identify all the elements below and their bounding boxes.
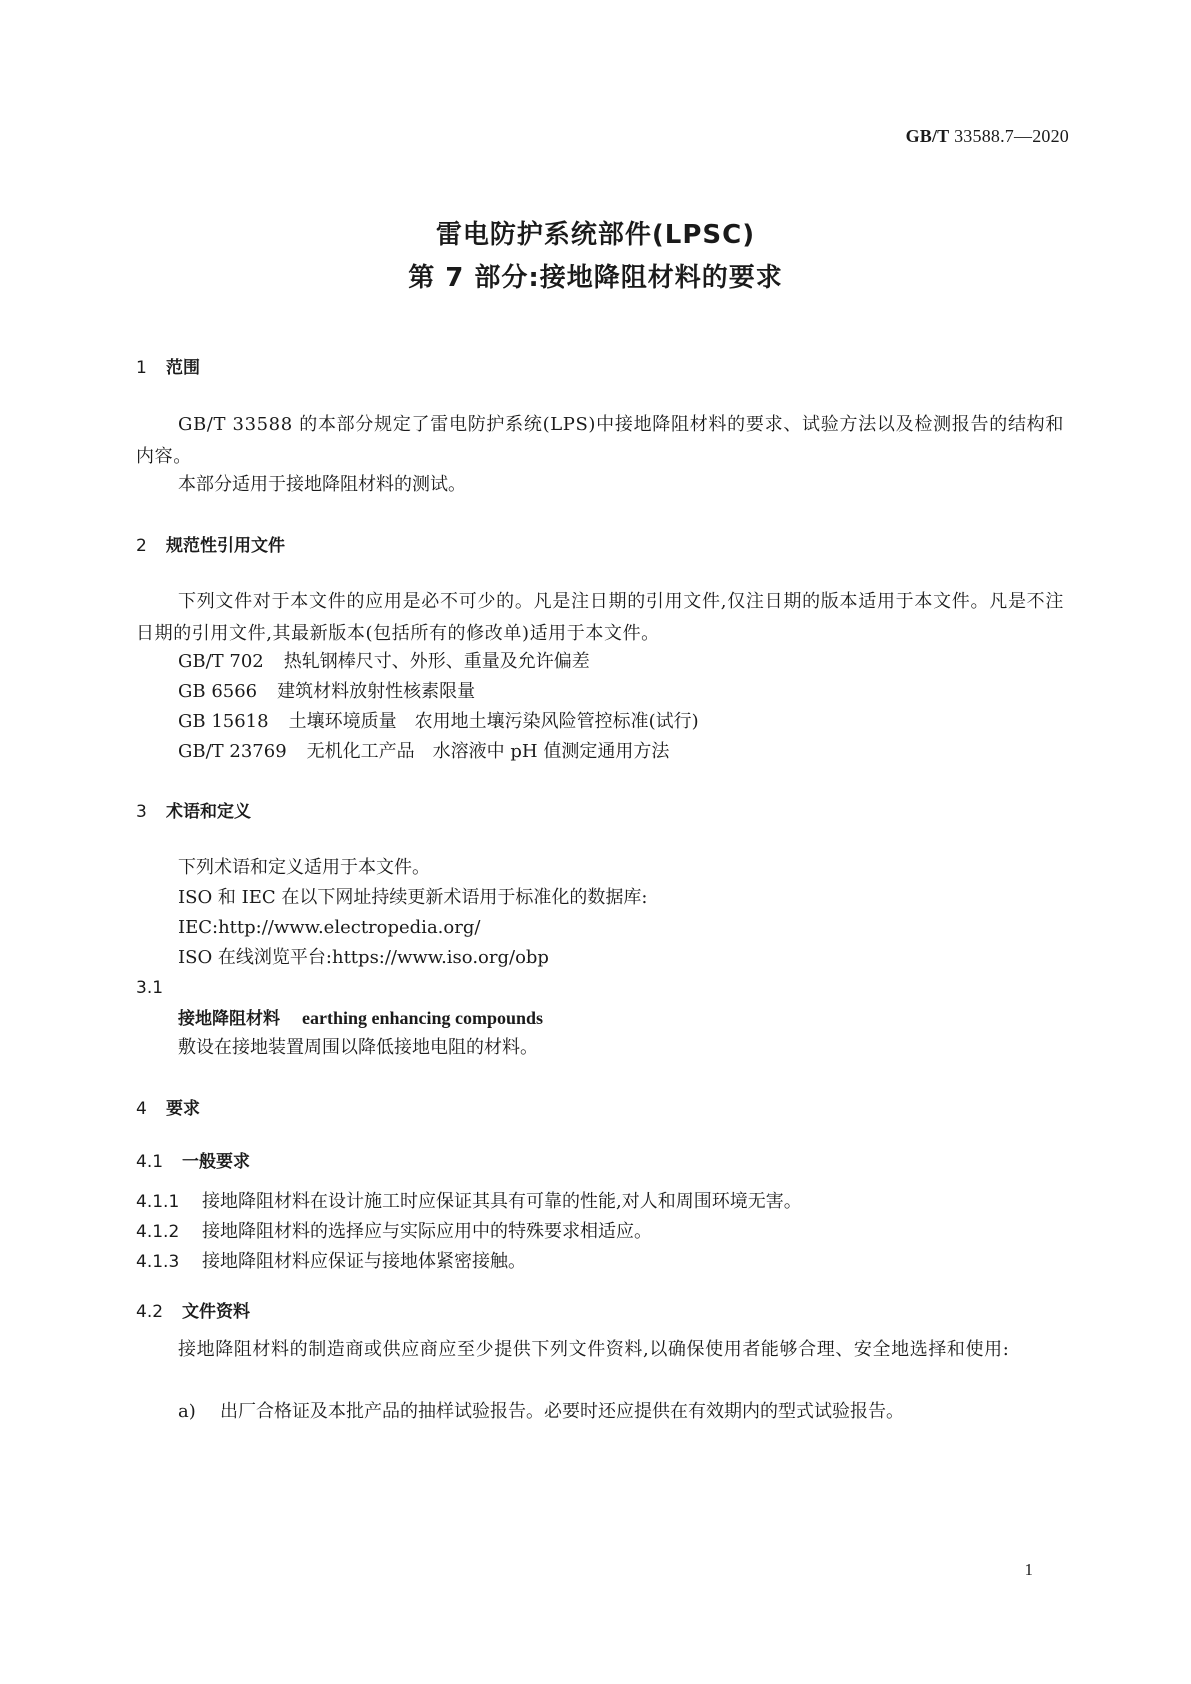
reference-item bbox=[178, 646, 590, 678]
standard-prefix: GB/T bbox=[905, 126, 950, 146]
subsection-4-2-heading bbox=[136, 1297, 250, 1322]
clause-4-1-1 bbox=[136, 1186, 802, 1218]
iec-url-line: IEC:http://www.electropedia.org/ bbox=[178, 917, 481, 938]
section-1-paragraph-2: 本部分适用于接地降阻材料的测试。 bbox=[178, 474, 466, 495]
paragraph-text: GB/T 33588 的本部分规定了雷电防护系统(LPS)中接地降阻材料的要求、试验方法以及检测报告的结构和内容。 bbox=[136, 414, 1064, 467]
reference-item bbox=[178, 676, 475, 708]
term-number: 3.1 bbox=[136, 978, 164, 998]
section-3-line: ISO 和 IEC 在以下网址持续更新术语用于标准化的数据库: bbox=[178, 887, 648, 908]
section-3-heading bbox=[136, 797, 251, 822]
subsection-4-1-heading bbox=[136, 1147, 250, 1172]
list-label: a) bbox=[178, 1401, 196, 1422]
section-4-heading bbox=[136, 1094, 200, 1119]
section-4-2-intro bbox=[136, 1334, 1064, 1366]
clause-4-1-2 bbox=[136, 1216, 652, 1248]
reference-code: GB/T 23769 bbox=[178, 741, 287, 762]
iso-url-line: ISO 在线浏览平台:https://www.iso.org/obp bbox=[178, 947, 549, 968]
section-2-intro bbox=[136, 586, 1064, 650]
section-number: 4 bbox=[136, 1099, 147, 1119]
section-number: 4.1 bbox=[136, 1152, 164, 1172]
reference-title: 热轧钢棒尺寸、外形、重量及允许偏差 bbox=[283, 651, 590, 672]
reference-item bbox=[178, 706, 699, 738]
clause-number: 4.1.1 bbox=[136, 1192, 180, 1212]
list-text: 出厂合格证及本批产品的抽样试验报告。必要时还应提供在有效期内的型式试验报告。 bbox=[220, 1401, 904, 1422]
term-definition: 敷设在接地装置周围以降低接地电阻的材料。 bbox=[178, 1037, 538, 1058]
title-line-1: 雷电防护系统部件(LPSC) bbox=[435, 220, 756, 250]
section-number: 3 bbox=[136, 802, 147, 822]
list-item-a bbox=[178, 1396, 904, 1428]
clause-number: 4.1.3 bbox=[136, 1252, 180, 1272]
reference-title: 建筑材料放射性核素限量 bbox=[277, 681, 476, 702]
clause-number: 4.1.2 bbox=[136, 1222, 180, 1242]
term-entry bbox=[178, 1002, 543, 1035]
section-title: 范围 bbox=[166, 358, 200, 378]
paragraph-text: 接地降阻材料的制造商或供应商应至少提供下列文件资料,以确保使用者能够合理、安全地选择和使用: bbox=[178, 1339, 1010, 1360]
section-title: 文件资料 bbox=[182, 1302, 250, 1322]
section-1-heading bbox=[136, 353, 200, 378]
page-number: 1 bbox=[1024, 1560, 1033, 1579]
clause-4-1-3 bbox=[136, 1246, 526, 1278]
section-title: 一般要求 bbox=[182, 1152, 250, 1172]
section-number: 2 bbox=[136, 536, 147, 556]
section-number: 4.2 bbox=[136, 1302, 164, 1322]
reference-code: GB 15618 bbox=[178, 711, 269, 732]
term-english: earthing enhancing compounds bbox=[302, 1008, 544, 1028]
clause-text: 接地降阻材料的选择应与实际应用中的特殊要求相适应。 bbox=[202, 1221, 652, 1242]
reference-title: 土壤环境质量 农用地土壤污染风险管控标准(试行) bbox=[288, 711, 699, 732]
standard-number bbox=[906, 126, 1069, 147]
reference-code: GB/T 702 bbox=[178, 651, 264, 672]
reference-title: 无机化工产品 水溶液中 pH 值测定通用方法 bbox=[306, 741, 670, 762]
section-title: 要求 bbox=[166, 1099, 200, 1119]
paragraph-text: 下列文件对于本文件的应用是必不可少的。凡是注日期的引用文件,仅注日期的版本适用于本文件。凡是不注日期的引用文件,其最新版本(包括所有的修改单)适用于本文件。 bbox=[136, 591, 1064, 644]
section-2-heading bbox=[136, 531, 285, 556]
clause-text: 接地降阻材料在设计施工时应保证其具有可靠的性能,对人和周围环境无害。 bbox=[202, 1191, 802, 1212]
section-1-paragraph-1 bbox=[136, 409, 1064, 473]
standard-code: 33588.7—2020 bbox=[954, 126, 1069, 146]
reference-item bbox=[178, 736, 669, 768]
clause-text: 接地降阻材料应保证与接地体紧密接触。 bbox=[202, 1251, 526, 1272]
title-line-2: 第 7 部分:接地降阻材料的要求 bbox=[408, 263, 783, 293]
section-title: 规范性引用文件 bbox=[166, 536, 285, 556]
section-title: 术语和定义 bbox=[166, 802, 251, 822]
term-chinese: 接地降阻材料 bbox=[178, 1009, 280, 1029]
section-number: 1 bbox=[136, 358, 147, 378]
section-3-line: 下列术语和定义适用于本文件。 bbox=[178, 857, 430, 878]
reference-code: GB 6566 bbox=[178, 681, 258, 702]
